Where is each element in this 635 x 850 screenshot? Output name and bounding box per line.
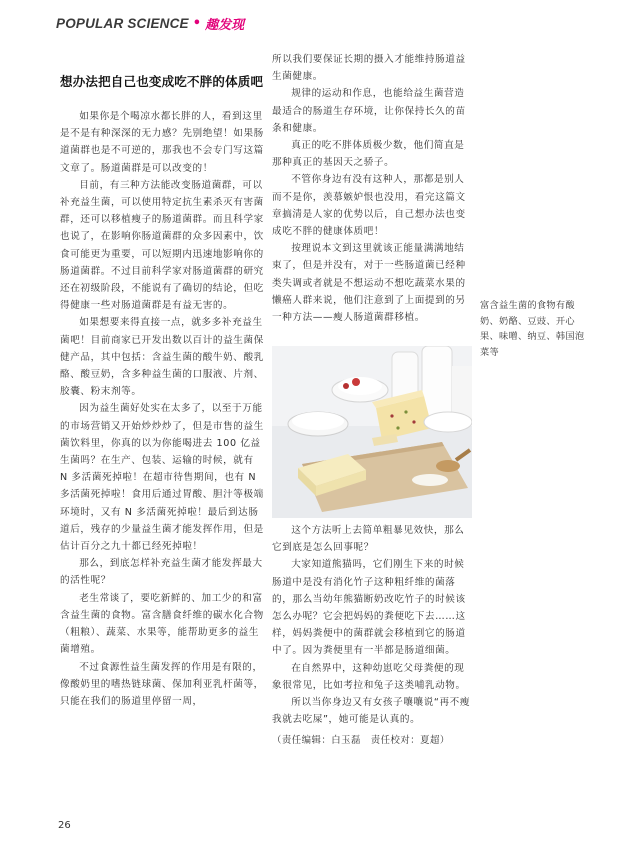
photo-caption: 富含益生菌的食物有酸奶、奶酪、豆豉、开心果、味噌、纳豆、韩国泡菜等 [480,300,585,358]
right-column-top [272,51,474,326]
paragraph: 不过食源性益生菌发挥的作用是有限的，像酸奶里的嗜热链球菌、保加利亚乳杆菌等，只能在我们的肠道里停留一周， [60,661,264,707]
paragraph: 那么，到底怎样补充益生菌才能发挥最大的活性呢？ [60,558,263,587]
paragraph: 规律的运动和作息，也能给益生菌营造最适合的肠道生存环境，让你保持长久的苗条和健康。 [272,88,466,134]
editor-credits: （责任编辑：白玉磊 责任校对：夏超） [272,735,450,747]
paragraph: 按理说本文到这里就该正能量满满地结束了，但是并没有，对于一些肠道菌已经种类失调或者就是不想运动不想吃蔬菜水果的懒癌人群来说，他们注意到了上面提到的另一种方法——瘦人肠道菌群移植。 [272,243,466,324]
left-column [60,108,265,710]
article-title: 想办法把自己也变成吃不胖的体质吧 [60,74,264,89]
paragraph: 目前，有三种方法能改变肠道菌群，可以补充益生菌，可以使用特定抗生素杀灭有害菌群，还可以移植瘦子的肠道菌群。而且科学家也说了，在影响你肠道菌群的众多因素中，饮食可能更为重要，可以短期内迅速地影响你的肠道菌群。不过目前科学家对肠道菌群的研究还在初级阶段，不能说有了确切的结论，但吃得健康一些对肠道菌群是有益无害的。 [60,179,264,312]
brand-english: POPULAR SCIENCE [56,15,189,31]
paragraph: 因为益生菌好处实在太多了，以至于万能的市场营销又开始炒炒炒了，但是市售的益生菌饮料里，你真的以为你能喝进去 100 亿益生菌吗？在生产、包装、运输的时候，就有 N 多活菌死掉啦！在超市待售期间，也有 N 多活菌死掉啦！食用后通过胃酸、胆汁等极端环境时，又有 N 多活菌死掉啦！最后到达肠道后，残存的少量益生菌才能发挥作用，但是估计百分之九十都已经死掉啦！ [60,403,264,553]
brand-separator: • [192,15,202,31]
paragraph: 在自然界中，这种幼崽吃父母粪便的现象很常见，比如考拉和兔子这类哺乳动物。 [272,662,466,691]
dairy-food-photo [272,346,472,518]
paragraph: 大家知道熊猫吗，它们刚生下来的时候肠道中是没有消化竹子这种粗纤维的菌落的，那么当幼年熊猫断奶改吃竹子的时候该怎么办呢？它会把妈妈的粪便吃下去……这样，妈妈粪便中的菌群就会移植到它的肠道中了。因为粪便里有一半都是肠道细菌。 [272,559,466,657]
page-number: 26 [58,820,71,831]
section-name: 趣发现 [205,17,245,33]
paragraph: 所以当你身边又有女孩子嚷嚷说“再不瘦我就去吃屎”，她可能是认真的。 [272,697,471,726]
paragraph: 这个方法听上去简单粗暴见效快，那么它到底是怎么回事呢？ [272,525,465,554]
paragraph: 不管你身边有没有这种人，那都是别人而不是你，羡慕嫉妒恨也没用，看完这篇文章搞清是人家的优势以后，自己想办法也变成吃不胖的健康体质吧！ [272,174,466,238]
paragraph: 如果想要来得直接一点，就多多补充益生菌吧！目前商家已开发出数以百计的益生菌保健产品，其中包括：含益生菌的酸牛奶、酸乳酪、酸豆奶，含多种益生菌的口服液、片剂、胶囊、粉末剂等。 [60,317,264,398]
paragraph: 所以我们要保证长期的摄入才能维持肠道益生菌健康。 [272,54,466,83]
paragraph: 如果你是个喝凉水都长胖的人，看到这里是不是有种深深的无力感？先别绝望！如果肠道菌群也是不可逆的，那我也不会专门写这篇文章了。肠道菌群是可以改变的！ [60,111,264,174]
paragraph: 老生常谈了，要吃新鲜的、加工少的和富含益生菌的食物。富含膳食纤维的碳水化合物（粗粮）、蔬菜、水果等，能帮助更多的益生菌增殖。 [60,592,264,656]
paragraph: 真正的吃不胖体质极少数，他们简直是那种真正的基因天之骄子。 [272,140,465,169]
magazine-header [56,12,244,34]
right-column-bottom [272,522,474,750]
